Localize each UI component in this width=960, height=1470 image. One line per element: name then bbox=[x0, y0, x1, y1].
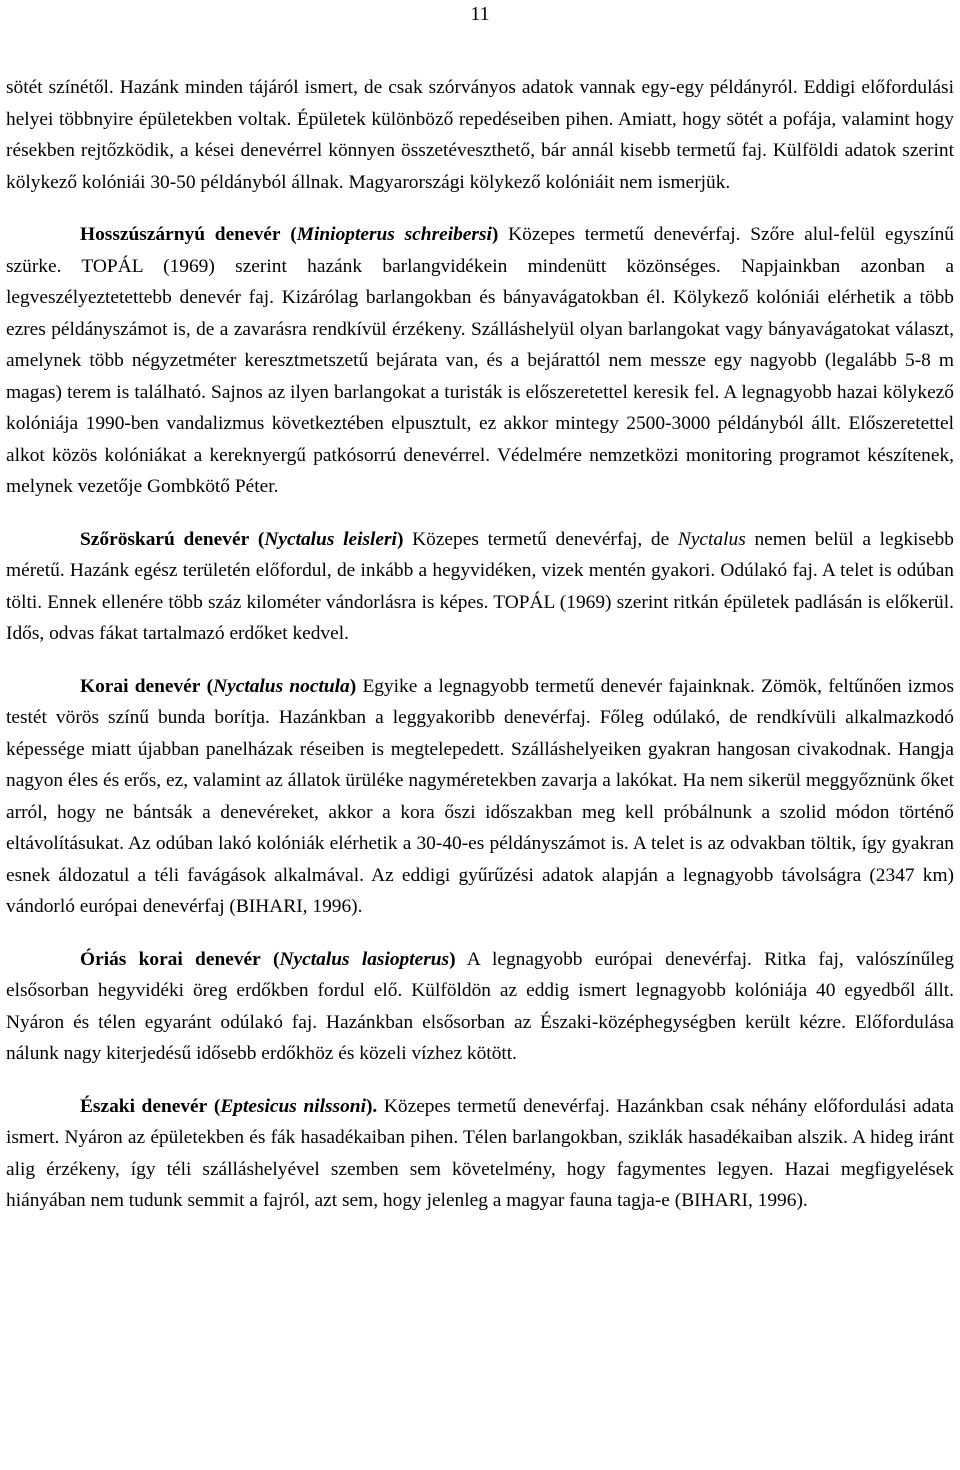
page-number: 11 bbox=[470, 3, 490, 25]
paren-open: ( bbox=[213, 1095, 221, 1117]
species-description: A legnagyobb európai denevérfaj. Ritka faj, valószínűleg elsősorban hegyvidéki öreg erdőkben fordul elő. Külföldön az eddig ismert legnagyobb kolóniája 40 egyedből állt. Nyáron és télen egyaránt odúlakó faj. Hazánkban elsősorban az Északi-középhegységben került kézre. Előfordulása nálunk nagy kiterjedésű idősebb erdőkhöz és közeli vízhez kötött. bbox=[6, 948, 954, 1064]
species-entry-nyctalus-noctula bbox=[6, 671, 954, 923]
paren-close: ) bbox=[349, 675, 357, 697]
paren-close: ) bbox=[491, 224, 499, 245]
species-name: Szőröskarú denevér bbox=[80, 528, 250, 550]
species-description-b: nemen belül a legkisebb méretű. Hazánk egész területén előfordul, de inkább a hegyvidéken, vizek mentén gyakori. Odúlakó faj. A telet is odúban tölti. Ennek ellenére több száz kilométer vándorlásra is képes. TOPÁL (1969) szerint ritkán épületek padlásán is előkerül. Idős, odvas fákat tartalmazó erdőket kedvel. bbox=[6, 528, 954, 644]
species-latin-name: Nyctalus leisleri bbox=[264, 528, 397, 550]
paren-close: ) bbox=[449, 948, 456, 970]
species-entry-nyctalus-lasiopterus bbox=[6, 944, 954, 1070]
document-body bbox=[6, 72, 954, 1217]
species-description: Közepes termetű denevérfaj. Szőre alul-felül egyszínű szürke. TOPÁL (1969) szerint hazánk barlangvidékein mindenütt közönséges. Napjainkban azonban a legveszélyeztetettebb denevér faj. Kizárólag barlangokban és bányavágatokban él. Kölykező kolóniái elérhetik a több ezres példányszámot is, de a zavarásra rendkívül érzékeny. Szálláshelyül olyan barlangokat vagy bányavágatokat választ, amelynek több négyzetméter keresztmetszetű bejárata van, és a bejárattól nem messze egy nagyobb (legalább 5-8 m magas) terem is található. Sajnos az ilyen barlangokat a turisták is előszeretettel keresik fel. A legnagyobb hazai kölykező kolóniája 1990-ben vandalizmus következtében elpusztult, ez akkor mintegy 2500-3000 példányból állt. Előszeretettel alkot közös kolóniákat a kereknyergű patkósorrú denevérrel. Védelmére nemzetközi monitoring programot készítenek, melynek vezetője Gombkötő Péter. bbox=[6, 224, 954, 497]
paren-close: ). bbox=[365, 1095, 378, 1117]
species-entry-nyctalus-leisleri bbox=[6, 524, 954, 650]
paren-open: ( bbox=[273, 948, 280, 970]
paren-open: ( bbox=[290, 224, 297, 245]
species-description: Egyike a legnagyobb termetű denevér fajainknak. Zömök, feltűnően izmos testét vörös színű bunda borítja. Hazánkban a leggyakoribb denevérfaj. Főleg odúlakó, de rendkívüli alkalmazkodó képessége miatt újabban panelházak réseiben is megtelepedett. Szálláshelyeiken gyakran hangosan civakodnak. Hangja nagyon éles és erős, ez, valamint az állatok ürüléke nagyméretekben zavarja a lakókat. Ha nem sikerül meggyőznünk őket arról, hogy ne bántsák a denevéreket, akkor a kora őszi időszakban meg kell próbálnunk a szolid módon történő eltávolításukat. Az odúban lakó kolóniák elérhetik a 30-40-es példányszámot is. A telet is az odvakban töltik, így gyakran esnek áldozatul a téli favágások alkalmával. Az eddigi gyűrűzési adatok alapján a legnagyobb távolságra (2347 km) vándorló európai denevérfaj (BIHARI, 1996). bbox=[6, 675, 954, 917]
species-name: Északi denevér bbox=[80, 1095, 208, 1117]
species-name: Óriás korai denevér bbox=[80, 948, 261, 970]
genus-italic: Nyctalus bbox=[677, 528, 746, 550]
species-description-a: Közepes termetű denevérfaj, de bbox=[412, 528, 670, 550]
species-name: Hosszúszárnyú denevér bbox=[80, 224, 281, 245]
intro-paragraph: sötét színétől. Hazánk minden tájáról ismert, de csak szórványos adatok vannak egy-egy példányról. Eddigi előfordulási helyei többnyire épületekben voltak. Épületek különböző repedéseiben pihen. Amiatt, hogy sötét a pofája, valamint hogy résekben rejtőzködik, a kései denevérrel könnyen összetéveszthető, bár annál kisebb termetű faj. Külföldi adatok szerint kölykező kolóniái 30-50 példányból állnak. Magyarországi kölykező kolóniáit nem ismerjük. bbox=[6, 77, 954, 193]
species-latin-name: Nyctalus lasiopterus bbox=[279, 948, 450, 970]
species-name: Korai denevér bbox=[80, 675, 201, 697]
species-latin-name: Nyctalus noctula bbox=[213, 675, 350, 697]
species-latin-name: Eptesicus nilssoni bbox=[220, 1095, 366, 1117]
species-latin-name: Miniopterus schreibersi bbox=[296, 224, 492, 245]
species-description: Közepes termetű denevérfaj. Hazánkban csak néhány előfordulási adata ismert. Nyáron az épületekben és fák hasadékaiban pihen. Télen barlangokban, sziklák hasadékaiban alszik. A hideg iránt alig érzékeny, így téli szálláshelyével szemben sem követelmény, hogy fagymentes legyen. Hazai megfigyelések hiányában nem tudunk semmit a fajról, azt sem, hogy jelenleg a magyar fauna tagja-e (BIHARI, 1996). bbox=[6, 1095, 954, 1211]
species-entry-miniopterus bbox=[6, 219, 954, 503]
paren-close: ) bbox=[396, 528, 404, 550]
paren-open: ( bbox=[206, 675, 214, 697]
paren-open: ( bbox=[257, 528, 265, 550]
species-entry-eptesicus-nilssoni bbox=[6, 1091, 954, 1217]
